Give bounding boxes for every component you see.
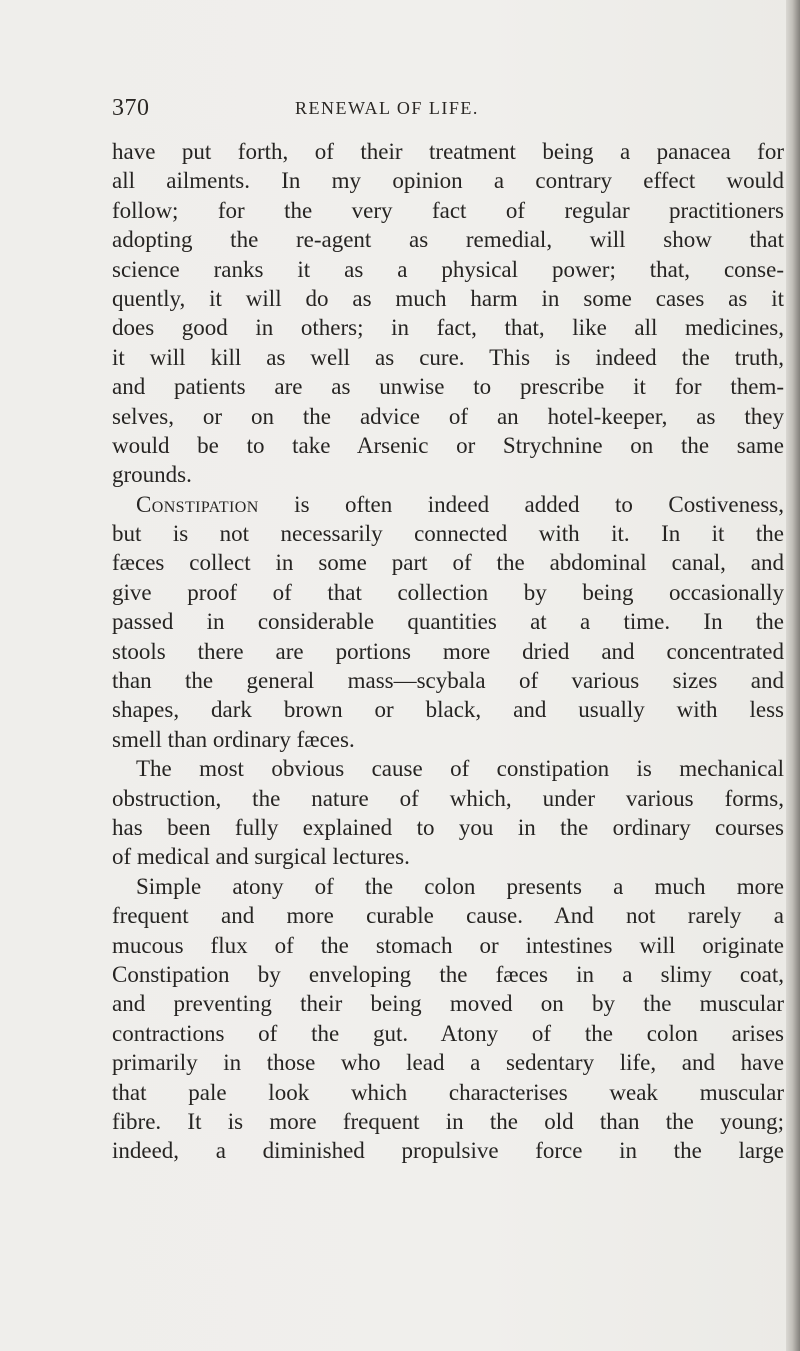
text-line: of medical and surgical lectures. [112,844,410,870]
text-line: fæces collect in some part of the abdominal canal, and [112,550,784,576]
text-line: follow; for the very fact of regular practitioners [112,197,784,223]
text-line: that pale look which characterises weak muscular [112,1079,784,1105]
text-line: passed in considerable quantities at a time. In the [112,609,784,635]
text-line: science ranks it as a physical power; that, conse- [112,256,784,282]
page-number: 370 [112,95,150,121]
text-line: have put forth, of their treatment being a panacea for [112,139,784,164]
text-line: and patients are as unwise to prescribe it for them- [112,374,784,400]
text-line: grounds. [112,462,192,488]
page-gutter-shadow [786,0,800,1351]
text-line: Constipation by enveloping the fæces in a slimy coat, [112,961,784,987]
text-line: does good in others; in fact, that, like all medicines, [112,315,784,341]
body-text [112,137,784,1166]
text-line: obstruction, the nature of which, under various forms, [112,785,784,811]
text-line: frequent and more curable cause. And not rarely a [112,903,784,929]
text-line: The most obvious cause of constipation is mechanical [136,756,784,782]
text-line: than the general mass—scybala of various sizes and [112,668,784,694]
text-line: stools there are portions more dried and concentrated [112,638,784,664]
text-line: all ailments. In my opinion a contrary effect would [112,168,784,194]
running-title: RENEWAL OF LIFE. [295,98,479,118]
text-line: it will kill as well as cure. This is indeed the truth, [112,344,784,370]
text-line: quently, it will do as much harm in some cases as it [112,285,784,311]
text-line: but is not necessarily connected with it. In it the [112,521,784,547]
section-heading-line [112,490,784,519]
text-line: fibre. It is more frequent in the old than the young; [112,1108,784,1134]
text-line: would be to take Arsenic or Strychnine on the same [112,432,784,458]
text-line: Simple atony of the colon presents a much more [136,873,784,899]
text-line: primarily in those who lead a sedentary life, and have [112,1050,784,1076]
text-line: adopting the re-agent as remedial, will show that [112,227,784,253]
text-line: indeed, a diminished propulsive force in the large [112,1138,784,1164]
running-head [112,95,772,127]
section-heading: Constipation [136,491,259,517]
text-run: is often indeed added to Costiveness, [258,491,784,517]
text-line: smell than ordinary fæces. [112,726,355,752]
text-line: has been fully explained to you in the ordinary courses [112,814,784,840]
text-line: contractions of the gut. Atony of the colon arises [112,1020,784,1046]
text-line: give proof of that collection by being occasionally [112,579,784,605]
text-line: shapes, dark brown or black, and usually with less [112,697,784,723]
text-line: and preventing their being moved on by the muscular [112,991,784,1017]
text-line: mucous flux of the stomach or intestines will originate [112,932,784,958]
text-line: selves, or on the advice of an hotel-keeper, as they [112,403,784,429]
